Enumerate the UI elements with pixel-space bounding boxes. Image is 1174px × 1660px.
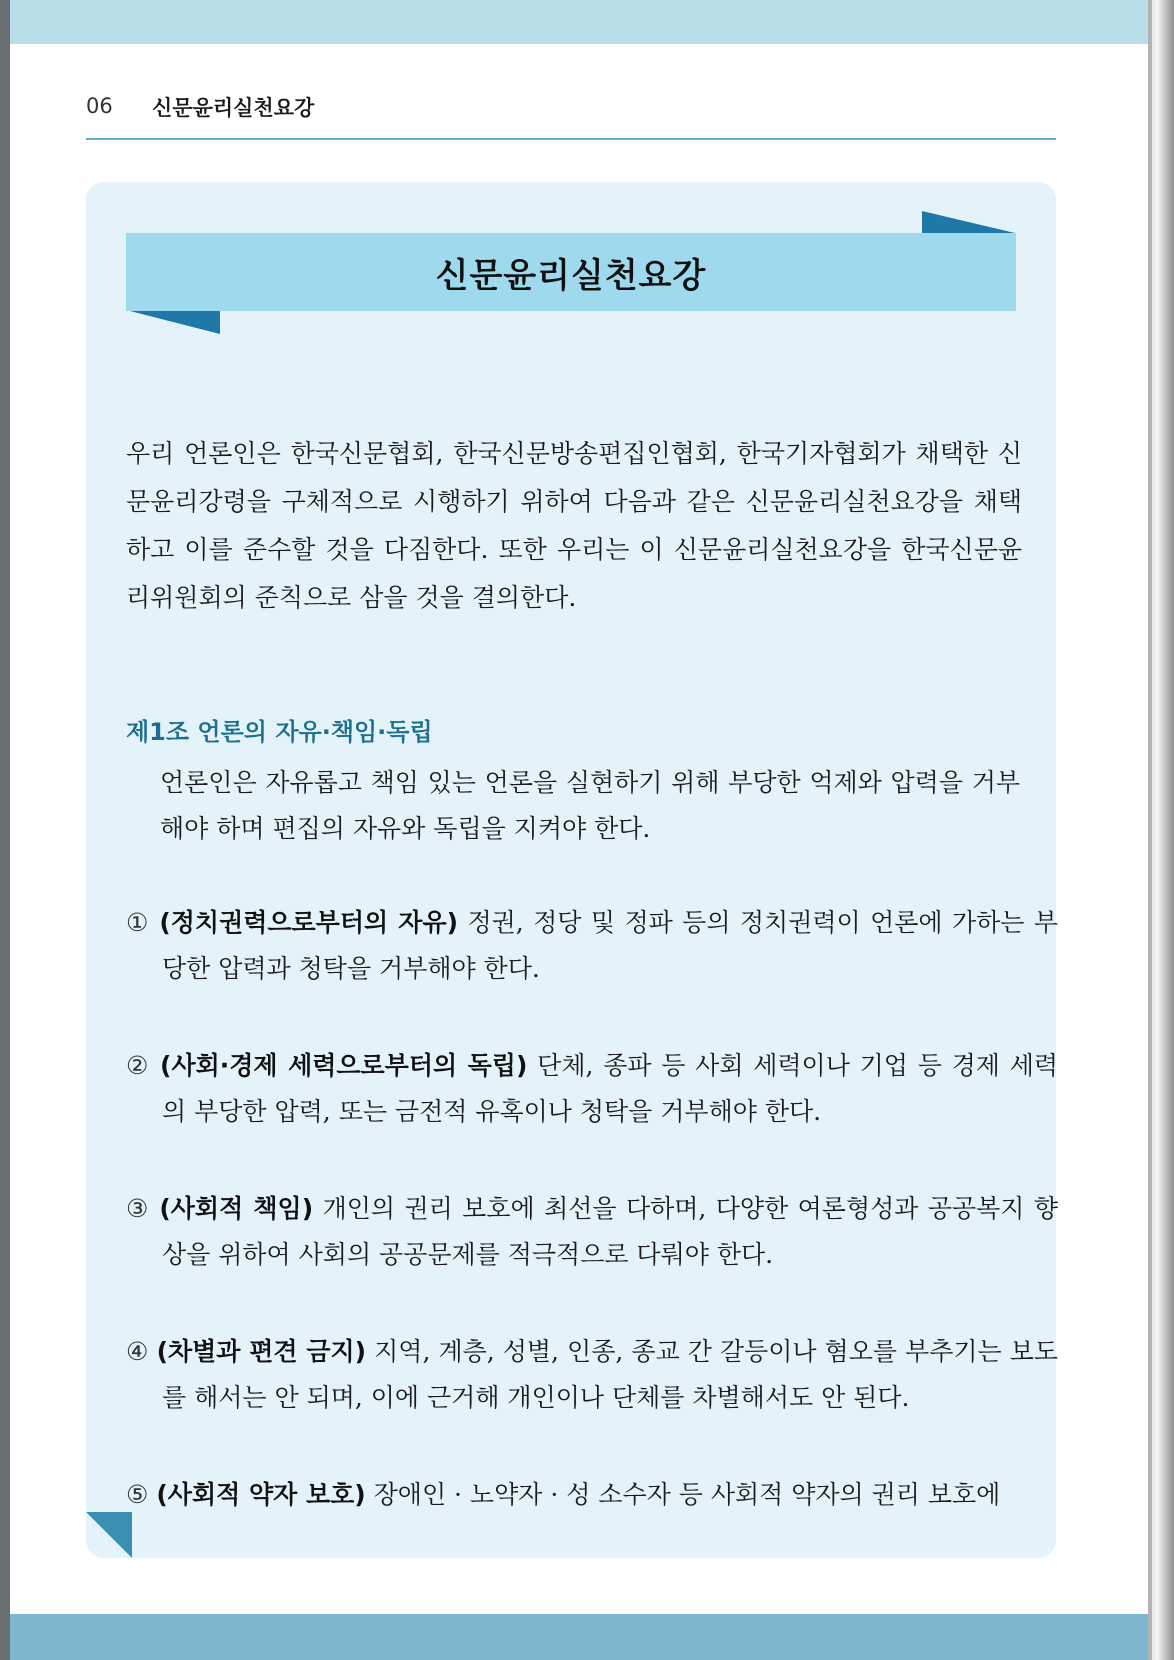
clause-title: (차별과 편견 금지) — [156, 1337, 367, 1366]
clause-text: 단체, 종파 등 사회 세력이나 기업 등 경제 세력의 부당한 압력, 또는 금전적 유혹이나 청탁을 거부해야 한다. — [162, 1051, 1058, 1126]
clause-title: (사회·경제 세력으로부터의 독립) — [160, 1051, 528, 1080]
preamble-paragraph: 우리 언론인은 한국신문협회, 한국신문방송편집인협회, 한국기자협회가 채택한 신문윤리강령을 구체적으로 시행하기 위하여 다음과 같은 신문윤리실천요강을 채택하고 이를 준수할 것을 다짐한다. 또한 우리는 이 신문윤리실천요강을 한국신문윤리위원회의 준칙으로 삼을 것을 결의한다. — [126, 439, 1022, 612]
page-bottom-band — [0, 1614, 1174, 1660]
document-title: 신문윤리실천요강 — [435, 255, 707, 296]
running-title: 신문윤리실천요강 — [152, 96, 315, 120]
ribbon-fold-right — [922, 211, 1015, 233]
clause-title: (사회적 약자 보호) — [156, 1480, 366, 1509]
clause-text: 장애인 · 노약자 · 성 소수자 등 사회적 약자의 권리 보호에 — [373, 1480, 1001, 1509]
clause-item — [126, 1329, 1058, 1421]
clause-title: (사회적 책임) — [159, 1194, 314, 1223]
clause-text: 정권, 정당 및 정파 등의 정치권력이 언론에 가하는 부당한 압력과 청탁을 거부해야 한다. — [162, 908, 1058, 983]
page-top-band — [0, 0, 1174, 44]
clause-number: ⑤ — [126, 1480, 149, 1509]
clause-item — [126, 1043, 1058, 1135]
page-number: 06 — [86, 94, 113, 118]
clause-number: ① — [126, 908, 150, 937]
page-left-edge — [0, 0, 10, 1660]
clause-title: (정치권력으로부터의 자유) — [159, 908, 459, 937]
ribbon-fold-left — [126, 310, 220, 334]
clause-number: ④ — [126, 1337, 149, 1366]
page-gutter-line — [1148, 0, 1152, 1660]
clause-text: 지역, 계층, 성별, 인종, 종교 간 갈등이나 혐오를 부추기는 보도를 해서는 안 되며, 이에 근거해 개인이나 단체를 차별해서도 안 된다. — [162, 1337, 1058, 1412]
clause-item — [126, 1186, 1058, 1278]
clause-number: ③ — [126, 1194, 150, 1223]
running-header — [86, 92, 1056, 140]
article-heading: 제1조 언론의 자유·책임·독립 — [126, 718, 433, 746]
article-body: 언론인은 자유롭고 책임 있는 언론을 실현하기 위해 부당한 억제와 압력을 거부해야 하며 편집의 자유와 독립을 지켜야 한다. — [160, 768, 1020, 843]
clause-item — [126, 1472, 1058, 1518]
clause-item — [126, 900, 1058, 992]
clause-text: 개인의 권리 보호에 최선을 다하며, 다양한 여론형성과 공공복지 향상을 위하여 사회의 공공문제를 적극적으로 다뤄야 한다. — [162, 1194, 1059, 1269]
corner-fold-decoration — [86, 1512, 132, 1558]
clause-number: ② — [126, 1051, 151, 1080]
title-ribbon — [126, 233, 1016, 311]
